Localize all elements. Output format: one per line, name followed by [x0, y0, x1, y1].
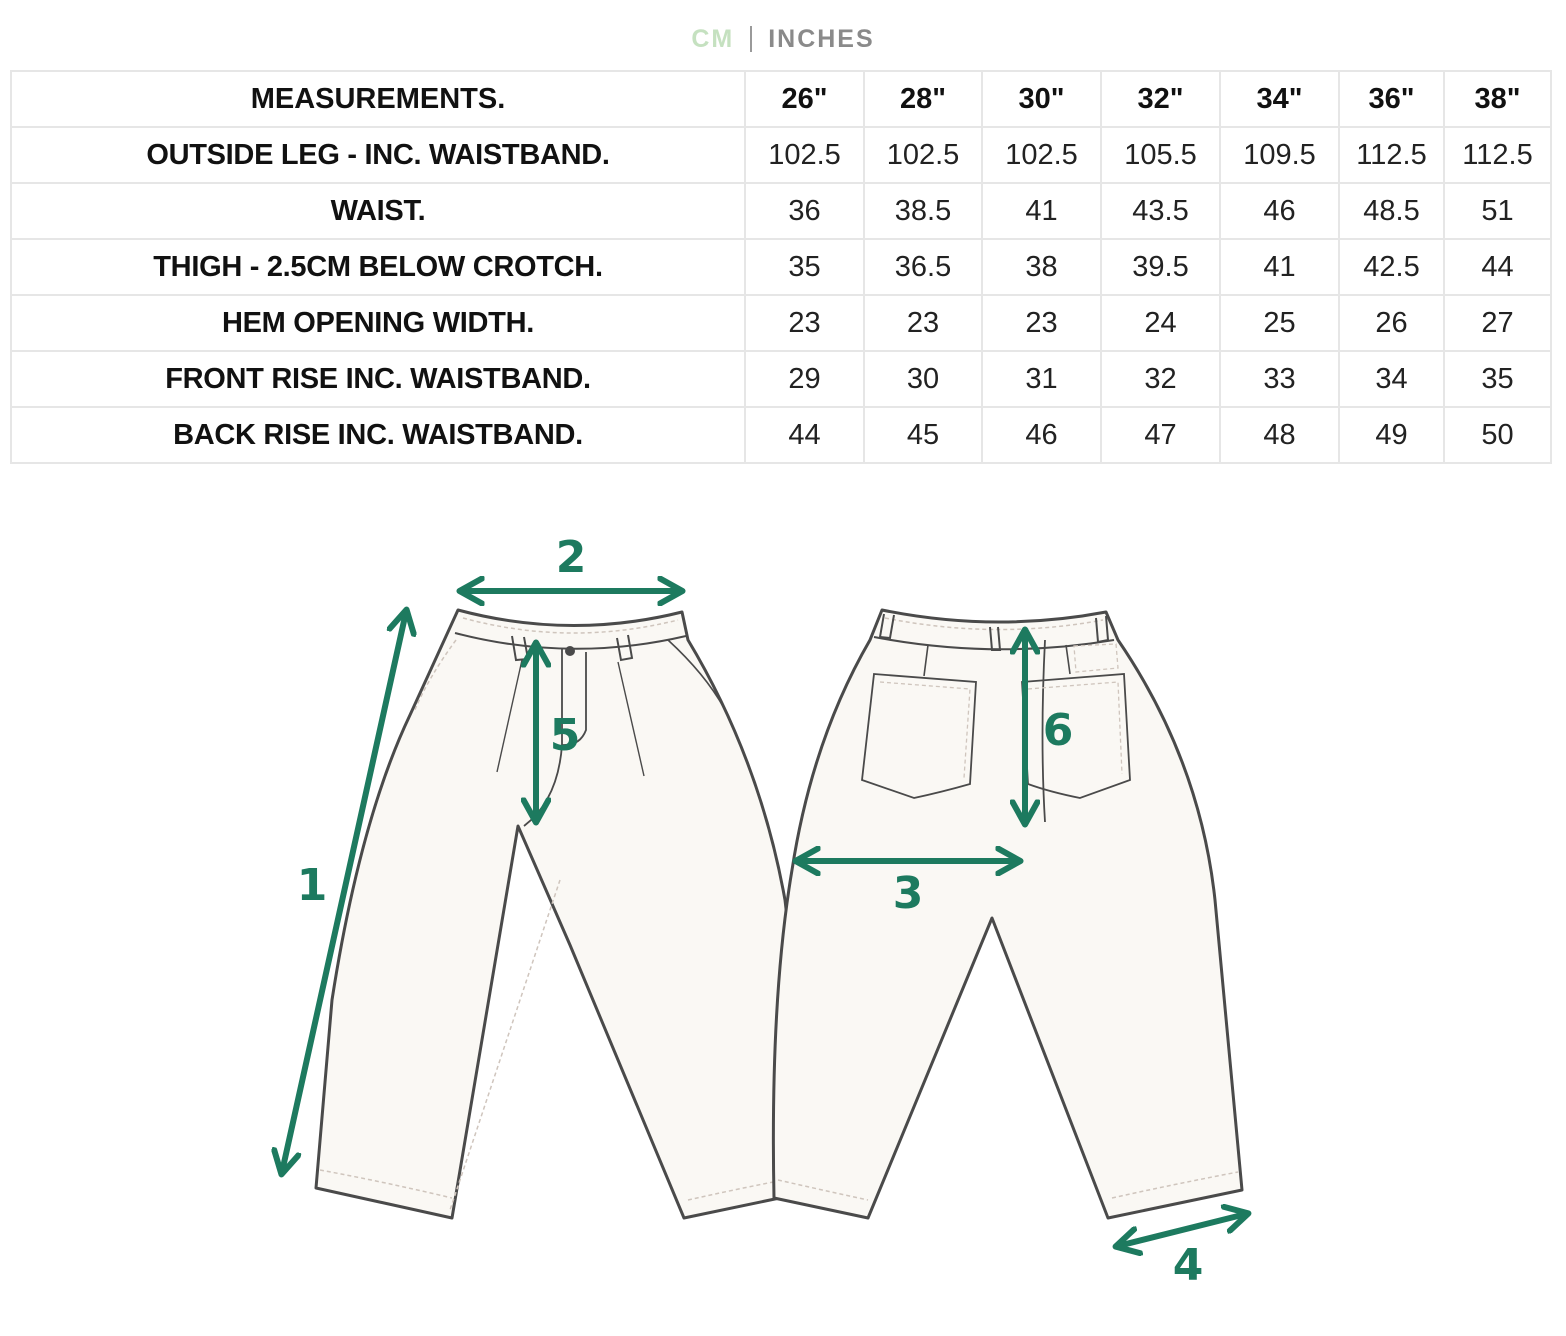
table-cell: 102.5 [864, 127, 982, 183]
table-cell: 112.5 [1339, 127, 1444, 183]
table-cell: 24 [1101, 295, 1220, 351]
table-cell: 27 [1444, 295, 1551, 351]
table-cell: 41 [982, 183, 1101, 239]
unit-toggle [0, 22, 1566, 56]
label-4: 4 [1172, 1240, 1204, 1291]
table-cell: 23 [864, 295, 982, 351]
table-row [11, 239, 1551, 295]
label-2: 2 [555, 532, 587, 583]
label-5: 5 [549, 710, 581, 761]
table-cell: 50 [1444, 407, 1551, 463]
table-cell: 49 [1339, 407, 1444, 463]
size-header: 28" [864, 71, 982, 127]
size-header: 32" [1101, 71, 1220, 127]
row-label: WAIST. [11, 183, 745, 239]
table-cell: 26 [1339, 295, 1444, 351]
trousers-front-illustration [316, 610, 818, 1218]
label-1: 1 [296, 860, 328, 911]
size-header: 34" [1220, 71, 1339, 127]
table-row [11, 407, 1551, 463]
table-cell: 109.5 [1220, 127, 1339, 183]
table-cell: 51 [1444, 183, 1551, 239]
table-cell: 105.5 [1101, 127, 1220, 183]
row-label: BACK RISE INC. WAISTBAND. [11, 407, 745, 463]
size-header: 38" [1444, 71, 1551, 127]
table-cell: 36 [745, 183, 864, 239]
unit-inches-button[interactable]: INCHES [768, 24, 875, 53]
table-cell: 43.5 [1101, 183, 1220, 239]
table-cell: 29 [745, 351, 864, 407]
table-cell: 42.5 [1339, 239, 1444, 295]
row-label: OUTSIDE LEG - INC. WAISTBAND. [11, 127, 745, 183]
table-row [11, 295, 1551, 351]
table-cell: 41 [1220, 239, 1339, 295]
size-header: 36" [1339, 71, 1444, 127]
size-header: 26" [745, 71, 864, 127]
table-header-row [11, 71, 1551, 127]
size-header: 30" [982, 71, 1101, 127]
table-cell: 47 [1101, 407, 1220, 463]
table-cell: 32 [1101, 351, 1220, 407]
table-cell: 35 [745, 239, 864, 295]
unit-cm-button[interactable]: CM [691, 24, 735, 53]
table-cell: 46 [1220, 183, 1339, 239]
table-cell: 48 [1220, 407, 1339, 463]
table-cell: 31 [982, 351, 1101, 407]
table-cell: 38 [982, 239, 1101, 295]
table-cell: 39.5 [1101, 239, 1220, 295]
table-cell: 45 [864, 407, 982, 463]
table-cell: 33 [1220, 351, 1339, 407]
row-label: THIGH - 2.5CM BELOW CROTCH. [11, 239, 745, 295]
label-6: 6 [1042, 705, 1074, 756]
table-cell: 102.5 [982, 127, 1101, 183]
row-label: HEM OPENING WIDTH. [11, 295, 745, 351]
table-row [11, 127, 1551, 183]
table-cell: 23 [982, 295, 1101, 351]
table-cell: 38.5 [864, 183, 982, 239]
size-chart-table [10, 70, 1552, 464]
table-cell: 30 [864, 351, 982, 407]
header-measurements: MEASUREMENTS. [11, 71, 745, 127]
table-cell: 48.5 [1339, 183, 1444, 239]
row-label: FRONT RISE INC. WAISTBAND. [11, 351, 745, 407]
table-row [11, 183, 1551, 239]
table-cell: 36.5 [864, 239, 982, 295]
measurement-diagram [0, 480, 1566, 1336]
label-3: 3 [892, 868, 924, 919]
trousers-back-illustration [773, 610, 1242, 1218]
table-cell: 46 [982, 407, 1101, 463]
table-cell: 112.5 [1444, 127, 1551, 183]
table-row [11, 351, 1551, 407]
table-cell: 102.5 [745, 127, 864, 183]
table-cell: 44 [1444, 239, 1551, 295]
table-cell: 35 [1444, 351, 1551, 407]
table-cell: 25 [1220, 295, 1339, 351]
table-cell: 23 [745, 295, 864, 351]
table-cell: 44 [745, 407, 864, 463]
table-cell: 34 [1339, 351, 1444, 407]
